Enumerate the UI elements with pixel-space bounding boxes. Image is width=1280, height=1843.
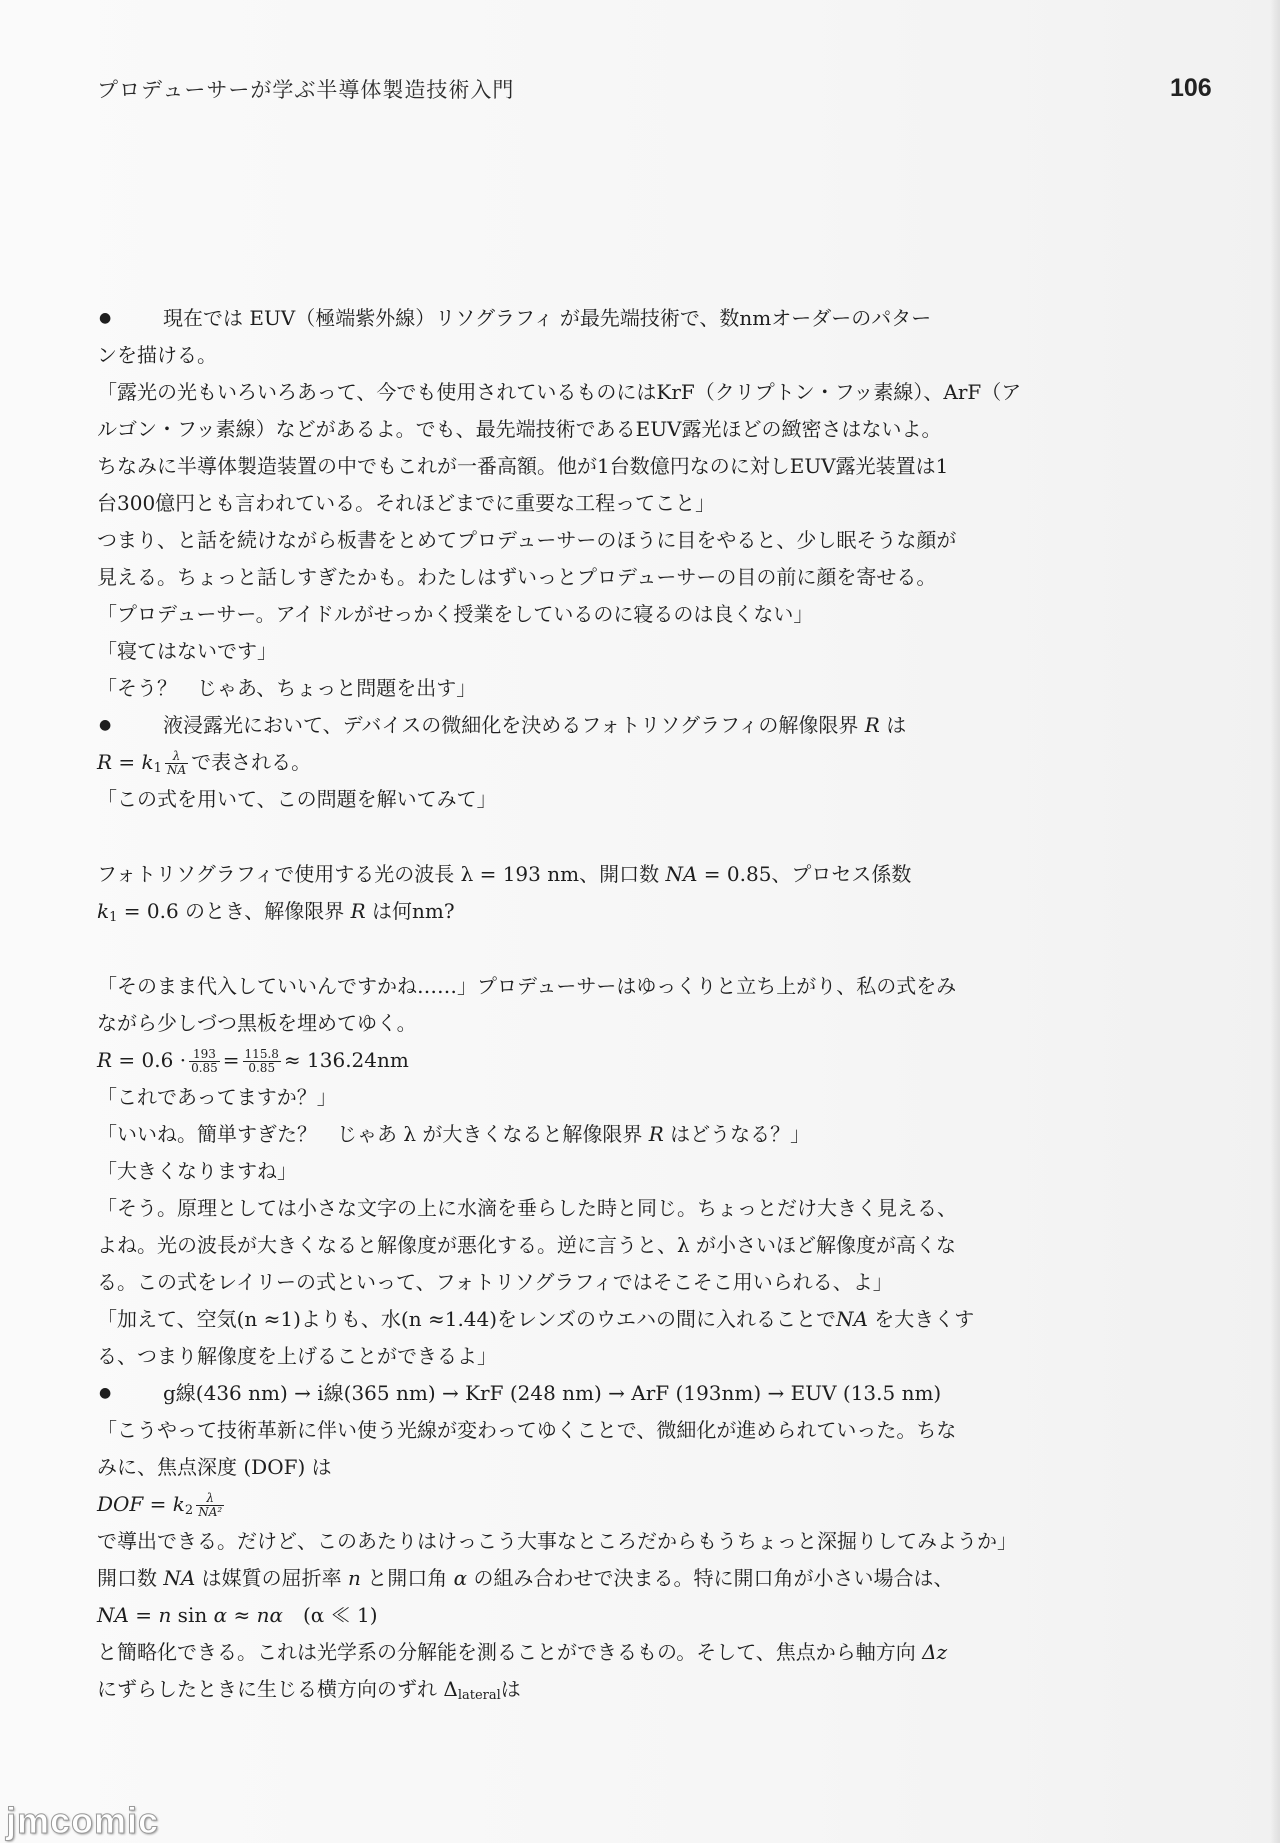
paragraph-line: で導出できる。だけど、このあたりはけっこう大事なところだからもうちょっと深掘りしてみようか」 — [97, 1529, 1017, 1553]
fraction: $\frac{193}{0.85}$ — [191, 1047, 218, 1075]
page-body — [97, 300, 1022, 1708]
dialogue-line: 「これであってますか？」 — [97, 1085, 337, 1109]
paragraph-line: みに、焦点深度 (DOF) は — [97, 1455, 332, 1479]
dof-formula-line: DOF = $k_2$ $\frac{\lambda}{\text{NA²}}$ — [97, 1491, 223, 1519]
calculation-line: R = 0.6 · $\frac{193}{0.85}$ = $\frac{115.8}{0.85}$ ≈ 136.24nm — [97, 1047, 409, 1075]
paragraph-line: ながら少しづつ黒板を埋めてゆく。 — [97, 1011, 417, 1035]
paragraph-line: 「露光の光もいろいろあって、今でも使用されているものにはKrF（クリプトン・フッ素線）、ArF（ア — [97, 380, 1022, 404]
paragraph-line: よね。光の波長が大きくなると解像度が悪化する。逆に言うと、λ が小さいほど解像度が高くな — [97, 1233, 957, 1257]
paragraph-line: ちなみに半導体製造装置の中でもこれが一番高額。他が1台数億円なのに対しEUV露光装置は1 — [97, 454, 949, 478]
fraction: $\frac{\lambda}{\text{NA²}}$ — [198, 1491, 223, 1519]
problem-line-1: フォトリソグラフィで使用する光の波長 λ = 193 nm、開口数 NA = 0.85、プロセス係数 — [97, 862, 912, 886]
problem-line-2: $k_1 = 0.6$ のとき、解像限界 R は何nm? — [97, 899, 455, 925]
watermark-logo: jmcomic — [6, 1800, 160, 1841]
fraction: $\frac{\lambda}{NA}$ — [166, 749, 187, 777]
bullet-euv-line-1: ● 現在では EUV（極端紫外線）リソグラフィ が最先端技術で、数nmオーダーのパター — [97, 300, 1022, 337]
running-title: プロデューサーが学ぶ半導体製造技術入門 — [97, 78, 515, 102]
bullet-wavelength-line: ● g線(436 nm) → i線(365 nm) → KrF (248 nm) → ArF (193nm) → EUV (13.5 nm) — [97, 1375, 1022, 1412]
dialogue-line: 「寝てはないです」 — [97, 639, 277, 663]
na-formula-line: NA = n sin α ≈ nα (α ≪ 1) — [97, 1603, 378, 1627]
dialogue-line: 「この式を用いて、この問題を解いてみて」 — [97, 787, 497, 811]
paragraph-line: 「加えて、空気(n ≈1)よりも、水(n ≈1.44)をレンズのウエハの間に入れることでNA を大きくす — [97, 1307, 975, 1331]
paragraph-line: 「こうやって技術革新に伴い使う光線が変わってゆくことで、微細化が進められていった。ちな — [97, 1418, 957, 1442]
bullet-icon: ● — [99, 1385, 112, 1401]
bullet-resolution-line-1: ● 液浸露光において、デバイスの微細化を決めるフォトリソグラフィの解像限界 R は — [97, 707, 1022, 744]
dialogue-line: 「そう？ じゃあ、ちょっと問題を出す」 — [97, 676, 477, 700]
paragraph-line: る、つまり解像度を上げることができるよ」 — [97, 1344, 497, 1368]
fraction: $\frac{115.8}{0.85}$ — [244, 1047, 279, 1075]
paragraph-line: 「そう。原理としては小さな文字の上に水滴を垂らした時と同じ。ちょっとだけ大きく見える、 — [97, 1196, 957, 1220]
paragraph-line: 台300億円とも言われている。それほどまでに重要な工程ってこと」 — [97, 491, 716, 515]
rayleigh-formula-line: $R = k_1$ $\frac{\lambda}{NA}$ で表される。 — [97, 749, 312, 777]
bullet-icon: ● — [99, 717, 112, 733]
page-number: 106 — [1170, 74, 1212, 102]
paragraph-line: 開口数 NA は媒質の屈折率 n と開口角 α の組み合わせで決まる。特に開口角が小さい場合は、 — [97, 1566, 954, 1590]
paragraph-line: る。この式をレイリーの式といって、フォトリソグラフィではそこそこ用いられる、よ」 — [97, 1270, 893, 1294]
dialogue-line: 「大きくなりますね」 — [97, 1159, 297, 1183]
paragraph-line: 「そのまま代入していいんですかね……」プロデューサーはゆっくりと立ち上がり、私の式をみ — [97, 974, 957, 998]
paragraph-line: 見える。ちょっと話しすぎたかも。わたしはずいっとプロデューサーの目の前に顔を寄せる。 — [97, 565, 937, 589]
dialogue-line: 「いいね。簡単すぎた？ じゃあ λ が大きくなると解像限界 R はどうなる？」 — [97, 1122, 811, 1146]
paragraph-line: つまり、と話を続けながら板書をとめてプロデューサーのほうに目をやると、少し眠そうな顔が — [97, 528, 957, 552]
bullet-euv-line-2: ンを描ける。 — [97, 343, 217, 367]
page-edge-shadow — [1270, 0, 1280, 1843]
paragraph-line: にずらしたときに生じる横方向のずれ $\Delta_{lateral}$は — [97, 1677, 521, 1703]
paragraph-line: と簡略化できる。これは光学系の分解能を測ることができるもの。そして、焦点から軸方向 Δz — [97, 1640, 948, 1664]
dialogue-line: 「プロデューサー。アイドルがせっかく授業をしているのに寝るのは良くない」 — [97, 602, 814, 626]
bullet-icon: ● — [99, 310, 112, 326]
paragraph-line: ルゴン・フッ素線）などがあるよ。でも、最先端技術であるEUV露光ほどの緻密さはないよ。 — [97, 417, 942, 441]
